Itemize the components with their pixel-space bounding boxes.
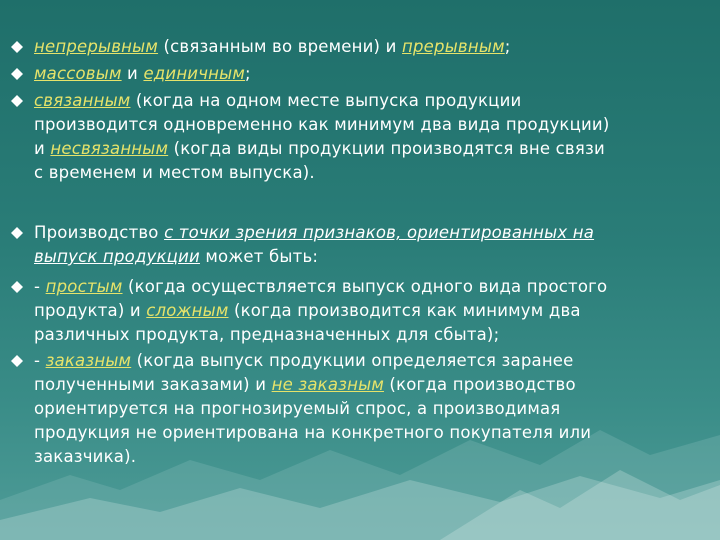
bullet-6-line-2: полученными заказами) и не заказным (когда производство	[34, 375, 576, 394]
term-massovym: массовым	[34, 64, 122, 83]
term-s-tochki-zreniya: с точки зрения признаков, ориентированных на	[164, 223, 595, 242]
diamond-bullet-icon	[10, 226, 24, 240]
term-ne-zakaznym: не заказным	[271, 375, 384, 394]
term-zakaznym: заказным	[45, 351, 132, 370]
bullet-2-line: массовым и единичным;	[34, 64, 251, 83]
bullet-6-line-4: продукция не ориентирована на конкретного покупателя или	[34, 423, 592, 442]
bullet-1-line: непрерывным (связанным во времени) и прерывным;	[34, 37, 511, 56]
diamond-bullet-icon	[10, 67, 24, 81]
term-preryvnym: прерывным	[402, 37, 505, 56]
term-nepreryvnym: непрерывным	[34, 37, 159, 56]
bullet-3-line-2: производится одновременно как минимум два вида продукции)	[34, 115, 610, 134]
bullet-3-line-1: связанным (когда на одном месте выпуска продукции	[34, 91, 522, 110]
diamond-bullet-icon	[10, 94, 24, 108]
diamond-bullet-icon	[10, 280, 24, 294]
term-edinichnym: единичным	[143, 64, 246, 83]
term-nesvyazannym: несвязанным	[50, 139, 169, 158]
bullet-5-line-2: продукта) и сложным (когда производится как минимум два	[34, 301, 581, 320]
bullet-5-line-3: различных продукта, предназначенных для сбыта);	[34, 325, 500, 344]
bullet-4-line-1: Производство с точки зрения признаков, ориентированных на	[34, 223, 595, 242]
bullet-6-line-3: ориентируется на прогнозируемый спрос, а производимая	[34, 399, 561, 418]
diamond-bullet-icon	[10, 354, 24, 368]
bullet-6-line-1: - заказным (когда выпуск продукции определяется заранее	[34, 351, 574, 370]
term-slozhnym: сложным	[146, 301, 229, 320]
bullet-3-line-3: и несвязанным (когда виды продукции производятся вне связи	[34, 139, 605, 158]
bullet-4-line-2: выпуск продукции может быть:	[34, 247, 319, 266]
bullet-6-line-5: заказчика).	[34, 447, 137, 466]
term-prostym: простым	[45, 277, 123, 296]
diamond-bullet-icon	[10, 40, 24, 54]
bullet-5-line-1: - простым (когда осуществляется выпуск одного вида простого	[34, 277, 608, 296]
term-svyazannym: связанным	[34, 91, 131, 110]
bullet-3-line-4: с временем и местом выпуска).	[34, 163, 315, 182]
term-vypusk-produktsii: выпуск продукции	[34, 247, 200, 266]
